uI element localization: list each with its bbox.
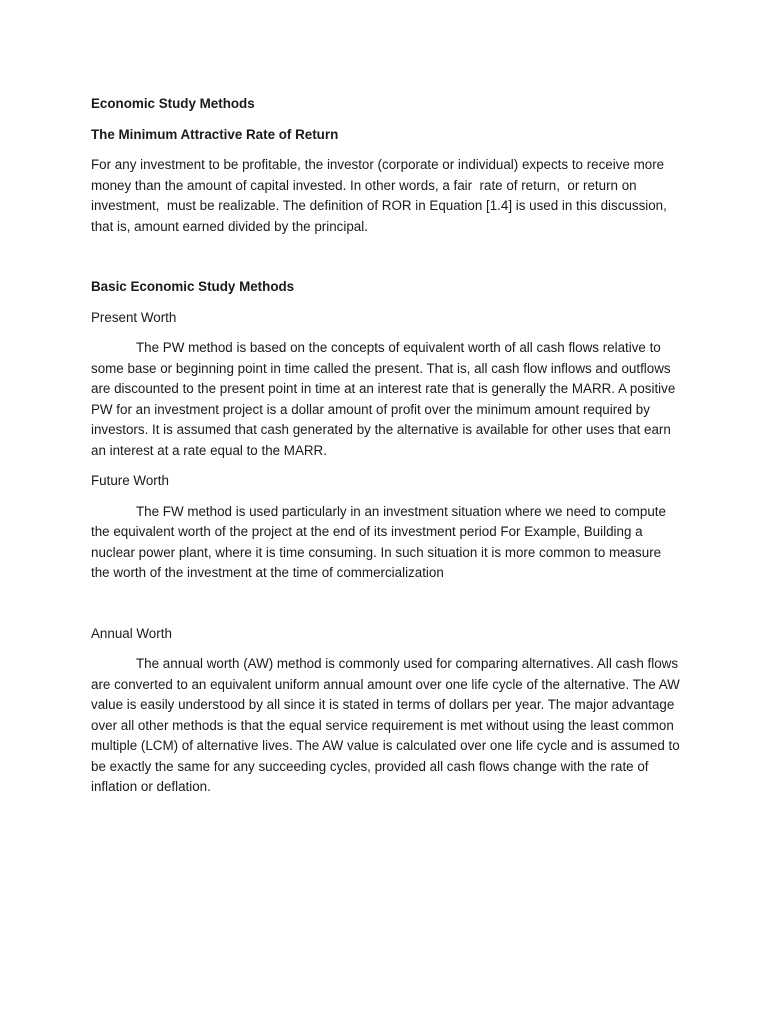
marr-heading: The Minimum Attractive Rate of Return bbox=[91, 126, 339, 142]
annual-worth-paragraph: The annual worth (AW) method is commonly used for comparing alternatives. All cash flows are converted to an equivalent uniform annual amount over one life cycle of the alternative. The AW value is easily understood by all since it is stated in terms of dollars per year. The major advantage over all other methods is that the equal service requirement is met without using the least common multiple (LCM) of alternative lives. The AW value is calculated over one life cycle and is assumed to be exactly the same for any succeeding cycles, provided all cash flows change with the rate of inflation or deflation. bbox=[91, 656, 680, 794]
present-worth-paragraph: The PW method is based on the concepts of equivalent worth of all cash flows relative to some base or beginning point in time called the present. That is, all cash flow inflows and outflows are discounted to the present point in time at an interest rate that is generally the MARR. A positive PW for an investment project is a dollar amount of profit over the minimum amount required by investors. It is assumed that cash generated by the alternative is available for other uses that earn an interest at a rate equal to the MARR. bbox=[91, 340, 676, 458]
basic-methods-heading: Basic Economic Study Methods bbox=[91, 279, 295, 294]
document-body bbox=[91, 94, 683, 798]
future-worth-paragraph: The FW method is used particularly in an investment situation where we need to compute the equivalent worth of the project at the end of its investment period For Example, Building a nuclear power plant, where it is time consuming. In such situation it is more common to measure the worth of the investment at the time of commercialization bbox=[91, 503, 666, 580]
future-worth-heading: Future Worth bbox=[91, 473, 169, 488]
present-worth-heading: Present Worth bbox=[91, 309, 177, 325]
annual-worth-heading: Annual Worth bbox=[91, 625, 172, 641]
marr-paragraph: For any investment to be profitable, the investor (corporate or individual) expects to receive more money than the amount of capital invested. In other words, a fair rate of return, or return on investment, must be realizable. The definition of ROR in Equation [1.4] is used in this discussion, that is, amount earned divided by the principal. bbox=[91, 157, 671, 234]
document-title: Economic Study Methods bbox=[91, 96, 255, 111]
